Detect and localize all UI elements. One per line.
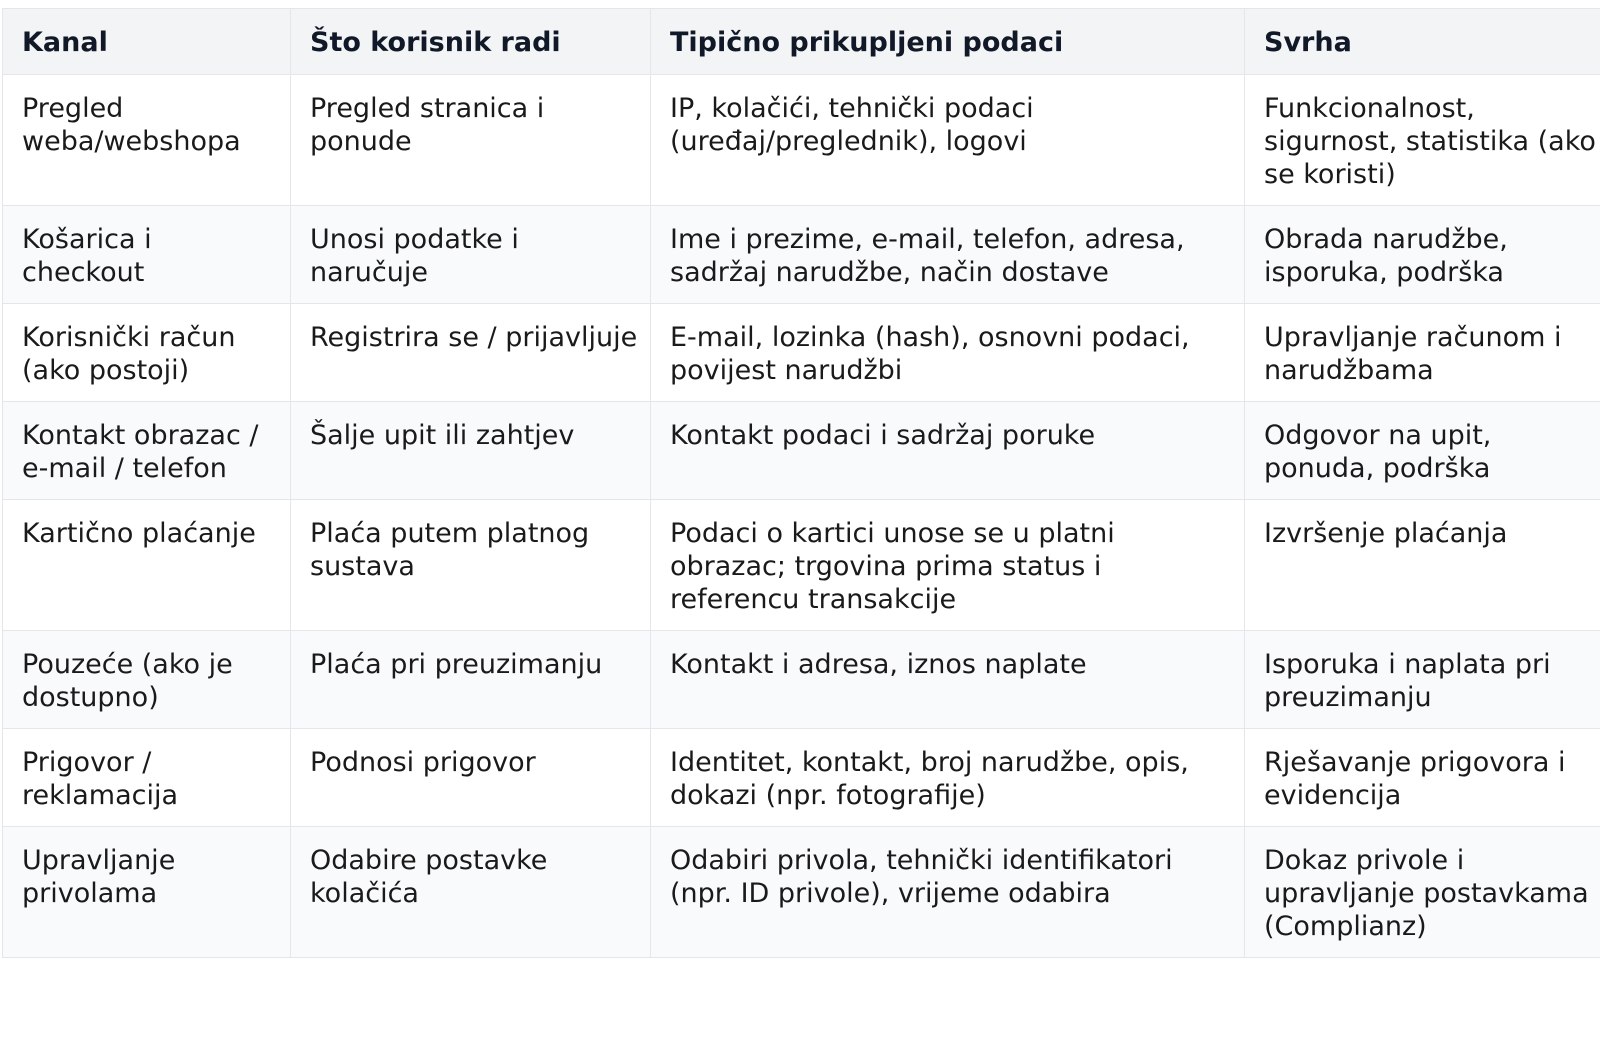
- column-header-kanal: Kanal: [3, 9, 291, 75]
- column-header-sto-korisnik-radi: Što korisnik radi: [291, 9, 651, 75]
- cell-akcija: Podnosi prigovor: [291, 729, 651, 827]
- cell-podaci: Identitet, kontakt, broj narudžbe, opis, dokazi (npr. fotografije): [651, 729, 1245, 827]
- table-row: [3, 206, 1600, 304]
- cell-kanal: Pouzeće (ako je dostupno): [3, 631, 291, 729]
- cell-svrha: Rješavanje prigovora i evidencija: [1245, 729, 1600, 827]
- cell-akcija: Plaća pri preuzimanju: [291, 631, 651, 729]
- cell-svrha: Dokaz privole i upravljanje postavkama (Complianz): [1245, 827, 1600, 958]
- cell-akcija: Odabire postavke kolačića: [291, 827, 651, 958]
- cell-podaci: Kontakt podaci i sadržaj poruke: [651, 402, 1245, 500]
- cell-kanal: Korisnički račun (ako postoji): [3, 304, 291, 402]
- cell-akcija: Registrira se / prijavljuje: [291, 304, 651, 402]
- cell-akcija: Šalje upit ili zahtjev: [291, 402, 651, 500]
- table-row: [3, 631, 1600, 729]
- cell-podaci: Podaci o kartici unose se u platni obrazac; trgovina prima status i referencu transakcije: [651, 500, 1245, 631]
- cell-akcija: Pregled stranica i ponude: [291, 75, 651, 206]
- table-row: [3, 500, 1600, 631]
- column-header-prikupljeni-podaci: Tipično prikupljeni podaci: [651, 9, 1245, 75]
- data-processing-table: [2, 8, 1600, 958]
- cell-podaci: E-mail, lozinka (hash), osnovni podaci, povijest narudžbi: [651, 304, 1245, 402]
- cell-svrha: Odgovor na upit, ponuda, podrška: [1245, 402, 1600, 500]
- cell-podaci: Kontakt i adresa, iznos naplate: [651, 631, 1245, 729]
- cell-kanal: Pregled weba/webshopa: [3, 75, 291, 206]
- cell-kanal: Upravljanje privolama: [3, 827, 291, 958]
- cell-kanal: Kontakt obrazac / e-mail / telefon: [3, 402, 291, 500]
- cell-podaci: IP, kolačići, tehnički podaci (uređaj/preglednik), logovi: [651, 75, 1245, 206]
- table-row: [3, 827, 1600, 958]
- table-header: [3, 9, 1600, 75]
- table-body: [3, 75, 1600, 958]
- table-row: [3, 402, 1600, 500]
- cell-kanal: Prigovor / reklamacija: [3, 729, 291, 827]
- cell-svrha: Upravljanje računom i narudžbama: [1245, 304, 1600, 402]
- cell-akcija: Unosi podatke i naručuje: [291, 206, 651, 304]
- cell-svrha: Funkcionalnost, sigurnost, statistika (ako se koristi): [1245, 75, 1600, 206]
- table-row: [3, 304, 1600, 402]
- data-processing-table-container: [2, 8, 1600, 958]
- cell-kanal: Košarica i checkout: [3, 206, 291, 304]
- cell-svrha: Obrada narudžbe, isporuka, podrška: [1245, 206, 1600, 304]
- header-row: [3, 9, 1600, 75]
- cell-svrha: Isporuka i naplata pri preuzimanju: [1245, 631, 1600, 729]
- cell-kanal: Kartično plaćanje: [3, 500, 291, 631]
- column-header-svrha: Svrha: [1245, 9, 1600, 75]
- table-row: [3, 729, 1600, 827]
- table-row: [3, 75, 1600, 206]
- cell-podaci: Ime i prezime, e-mail, telefon, adresa, sadržaj narudžbe, način dostave: [651, 206, 1245, 304]
- cell-akcija: Plaća putem platnog sustava: [291, 500, 651, 631]
- cell-svrha: Izvršenje plaćanja: [1245, 500, 1600, 631]
- cell-podaci: Odabiri privola, tehnički identifikatori (npr. ID privole), vrijeme odabira: [651, 827, 1245, 958]
